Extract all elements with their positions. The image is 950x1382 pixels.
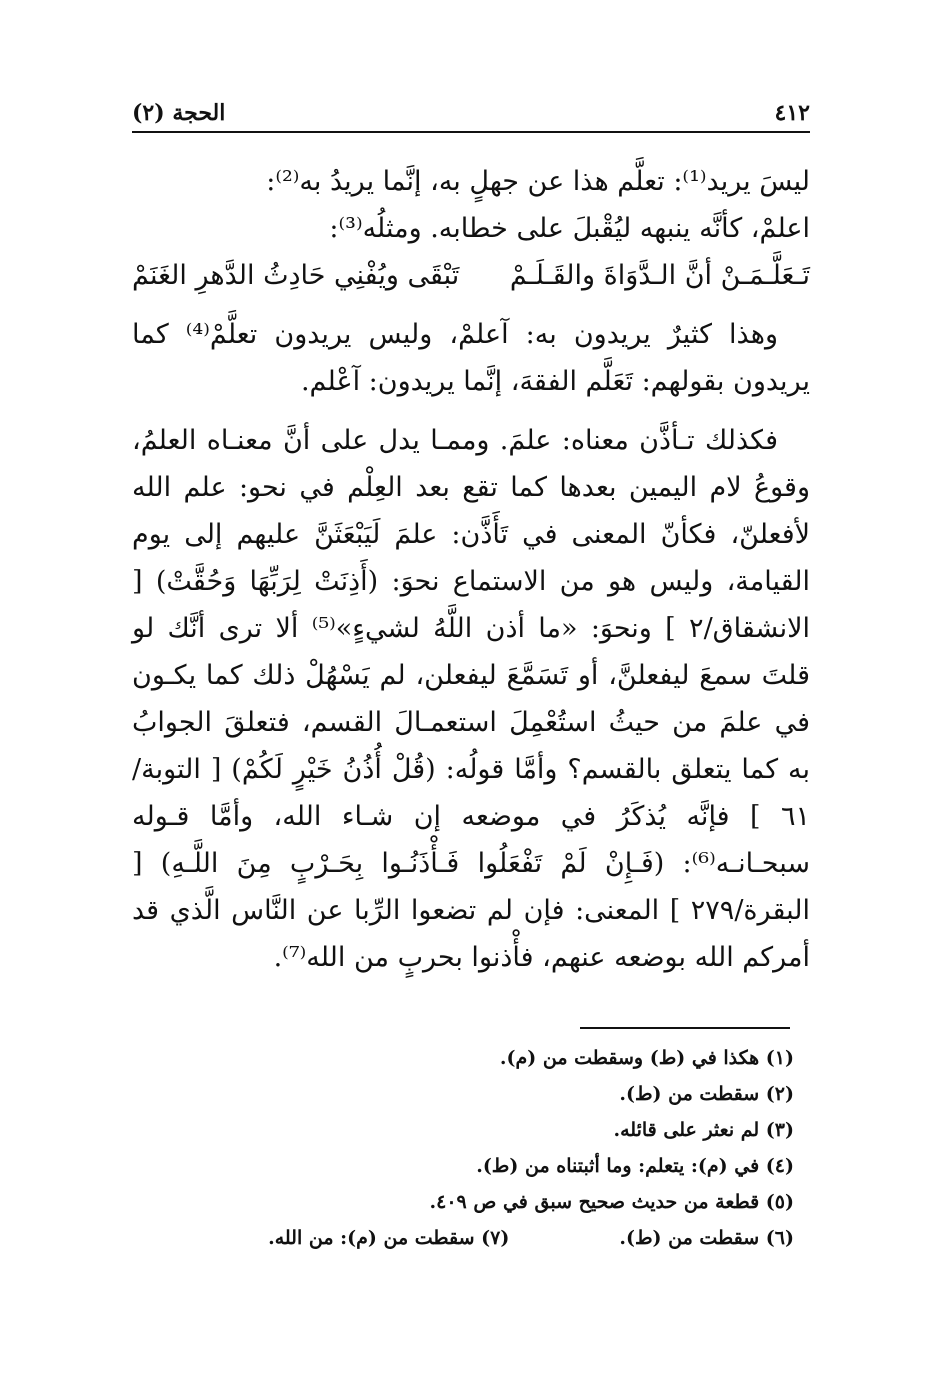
- paragraph-1-line-1: ليسَ يريد⁽¹⁾: تعلَّم هذا عن جهلٍ به، إنَّما يريدُ به⁽²⁾:: [266, 166, 810, 197]
- footnote-5: [132, 1184, 794, 1220]
- footnote-2-text: (٢) سقطت من (ط).: [619, 1083, 794, 1105]
- footnote-2: [132, 1076, 794, 1112]
- footnote-1-text: (١) هكذا في (ط) وسقطت من (م).: [499, 1047, 794, 1069]
- header-rule: [132, 131, 810, 133]
- footnotes: [132, 1040, 794, 1256]
- page-number: ٤١٢: [774, 100, 810, 126]
- footnote-5-text: (٥) قطعة من حديث صحيح سبق في ص ٤٠٩.: [429, 1191, 794, 1213]
- paragraph-3: فكذلك تـأذَّن معناه: علمَ. وممـا يدل على أنَّ معنـاه العلمُ، وقوعُ لام اليمين بعدها كما تقع بعد العِلْم في نحو: علم الله لأفعلنّ، فكأنّ المعنى في تَأَذَّن: علمَ لَيَبْعَثَنَّ عليهم إلى يوم القيامة، وليس هو من الاستماع نحوَ: (أَذِنَتْ لِرَبِّهَا وَحُقَّتْ) [ الانشقاق/٢ ] ونحوَ: «ما أذن اللَّهُ لشيءٍ»⁽⁵⁾ ألا ترى أنَّك لو قلتَ سمعَ ليفعلنَّ، أو تَسَمَّعَ ليفعلن، لم يَسْهُلْ ذلك كما يكـون في علمَ من حيثُ استُعْمِلَ استعمـالَ القسم، فتعلقَ الجوابُ به كما يتعلق بالقسم؟ وأمَّا قولُه: (قُلْ أُذُنُ خَيْرٍ لَكُمْ) [ التوبة/٦١ ] فإنَّه يُذكَرُ في موضعه إن شـاء الله، وأمَّا قـوله سبحـانـه⁽⁶⁾: (فَـإِنْ لَمْ تَفْعَلُوا فَـأْذَنُـوا بِحَـرْبٍ مِنَ اللَّـهِ) [ البقرة/٢٧٩ ] المعنى: فإن لم تضعوا الرِّبا عن النَّاس الَّذي قد أمركم الله بوضعه عنهم، فأْذنوا بحربٍ من الله⁽⁷⁾.: [132, 425, 810, 973]
- paragraph-2: وهذا كثيرٌ يريدون به: آعلمْ، وليس يريدون تعلَّمْ⁽⁴⁾ كما يريدون بقولهم: تَعَلَّم الفقهَ، إنَّما يريدون: آعْلم.: [132, 319, 810, 397]
- verse-first-hemistich: تَـعَلَّـمَـنْ أنَّ الـدَّوَاةَ والقَـلَـمْ: [509, 260, 810, 291]
- footnote-4-text: (٤) في (م): يتعلم: وما أثبتناه من (ط).: [476, 1155, 794, 1177]
- paragraph-1-line-2: اعلمْ، كأنَّه ينبهه ليُقْبلَ على خطابه. ومثلُه⁽³⁾:: [329, 213, 810, 244]
- footnote-6-7: [132, 1220, 794, 1256]
- poetry-verse: [132, 252, 810, 299]
- running-title: الحجة (٢): [132, 100, 226, 126]
- main-text: [132, 158, 810, 981]
- verse-second-hemistich: تَبْقَى ويُفْنِي حَادِثُ الدَّهرِ الغَنَمْ: [132, 260, 460, 291]
- footnote-6-text: (٦) سقطت من (ط).: [619, 1227, 794, 1249]
- footnote-4: [132, 1148, 794, 1184]
- footnote-1: [132, 1040, 794, 1076]
- footnote-3: [132, 1112, 794, 1148]
- page-header: [132, 96, 810, 130]
- footnote-rule: [580, 1027, 790, 1029]
- footnote-3-text: (٣) لم نعثر على قائله.: [613, 1119, 794, 1141]
- footnote-7-text: (٧) سقطت من (م): من الله.: [268, 1227, 510, 1249]
